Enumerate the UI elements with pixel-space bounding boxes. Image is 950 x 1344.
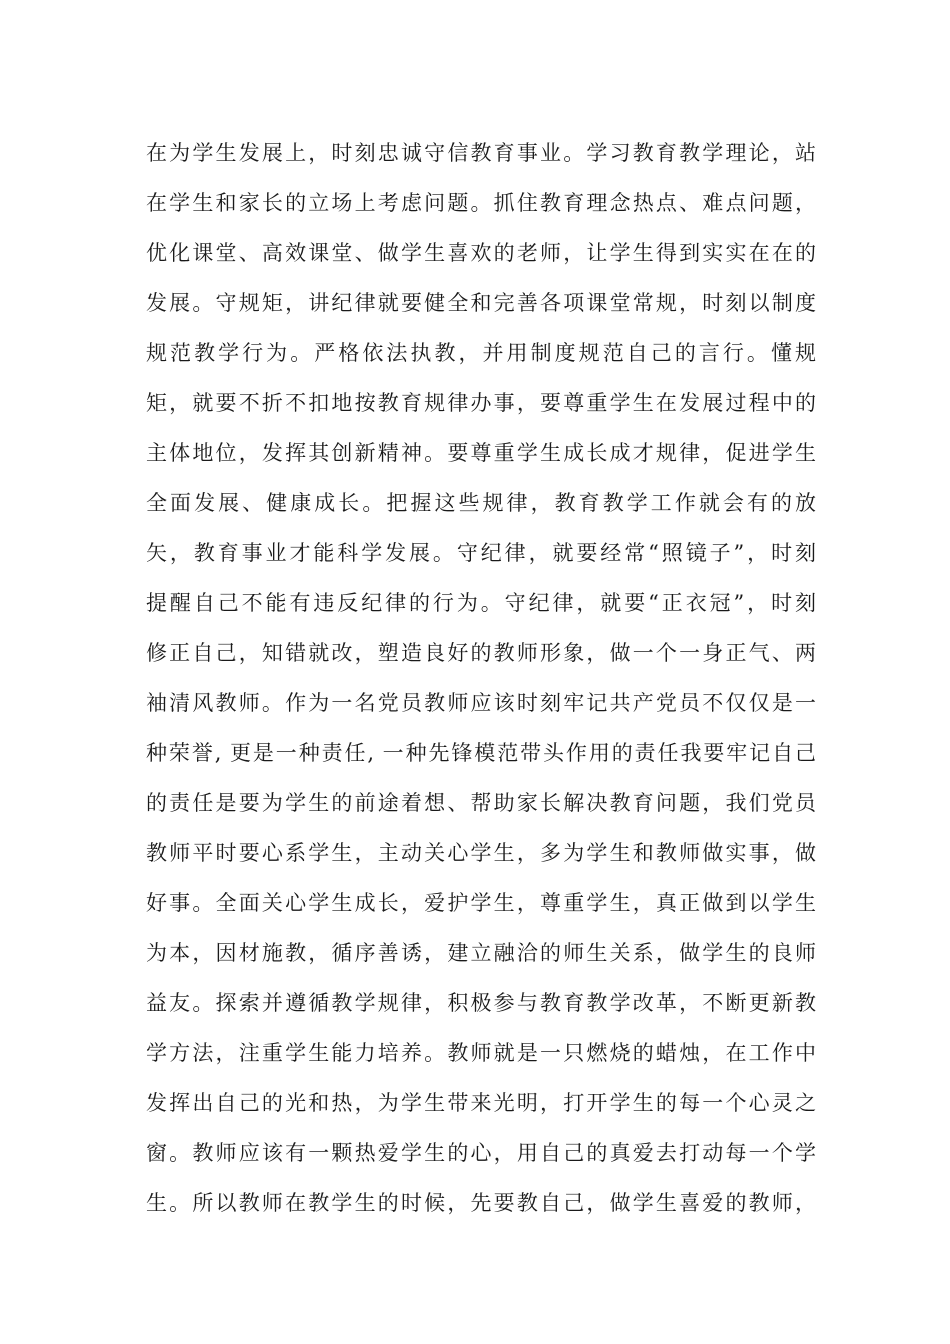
text-line: 好事。全面关心学生成长，爱护学生，尊重学生，真正做到以学生 bbox=[146, 891, 816, 915]
text-line: 规范教学行为。严格依法执教，并用制度规范自己的言行。懂规 bbox=[146, 341, 816, 365]
text-line: 的责任是要为学生的前途着想、帮助家长解决教育问题，我们党员 bbox=[146, 791, 816, 815]
text-line: 修正自己，知错就改，塑造良好的教师形象，做一个一身正气、两 bbox=[146, 641, 816, 665]
text-line: 发展。守规矩，讲纪律就要健全和完善各项课堂常规，时刻以制度 bbox=[146, 291, 816, 315]
text-line: 教师平时要心系学生，主动关心学生，多为学生和教师做实事，做 bbox=[146, 841, 816, 865]
text-line: 益友。探索并遵循教学规律，积极参与教育教学改革，不断更新教 bbox=[146, 991, 816, 1015]
text-line: 主体地位，发挥其创新精神。要尊重学生成长成才规律，促进学生 bbox=[146, 441, 816, 465]
text-line: 发挥出自己的光和热，为学生带来光明，打开学生的每一个心灵之 bbox=[146, 1091, 816, 1115]
text-line: 提醒自己不能有违反纪律的行为。守纪律，就要“正衣冠”，时刻 bbox=[146, 591, 816, 615]
text-line: 学方法，注重学生能力培养。教师就是一只燃烧的蜡烛，在工作中 bbox=[146, 1041, 816, 1065]
text-line: 矢，教育事业才能科学发展。守纪律，就要经常“照镜子”，时刻 bbox=[146, 541, 816, 565]
text-line: 全面发展、健康成长。把握这些规律，教育教学工作就会有的放 bbox=[146, 491, 816, 515]
text-line: 矩，就要不折不扣地按教育规律办事，要尊重学生在发展过程中的 bbox=[146, 391, 816, 415]
text-line: 在为学生发展上，时刻忠诚守信教育事业。学习教育教学理论，站 bbox=[146, 141, 816, 165]
text-line: 袖清风教师。作为一名党员教师应该时刻牢记共产党员不仅仅是一 bbox=[146, 691, 816, 715]
text-line: 为本，因材施教，循序善诱，建立融洽的师生关系，做学生的良师 bbox=[146, 941, 816, 965]
text-line: 窗。教师应该有一颗热爱学生的心，用自己的真爱去打动每一个学 bbox=[146, 1141, 816, 1165]
text-line: 优化课堂、高效课堂、做学生喜欢的老师，让学生得到实实在在的 bbox=[146, 241, 816, 265]
text-line: 生。所以教师在教学生的时候，先要教自己，做学生喜爱的教师， bbox=[146, 1191, 816, 1215]
text-line: 种荣誉, 更是一种责任, 一种先锋模范带头作用的责任我要牢记自己 bbox=[146, 741, 816, 765]
body-paragraph bbox=[146, 128, 816, 1228]
text-line: 在学生和家长的立场上考虑问题。抓住教育理念热点、难点问题， bbox=[146, 191, 816, 215]
